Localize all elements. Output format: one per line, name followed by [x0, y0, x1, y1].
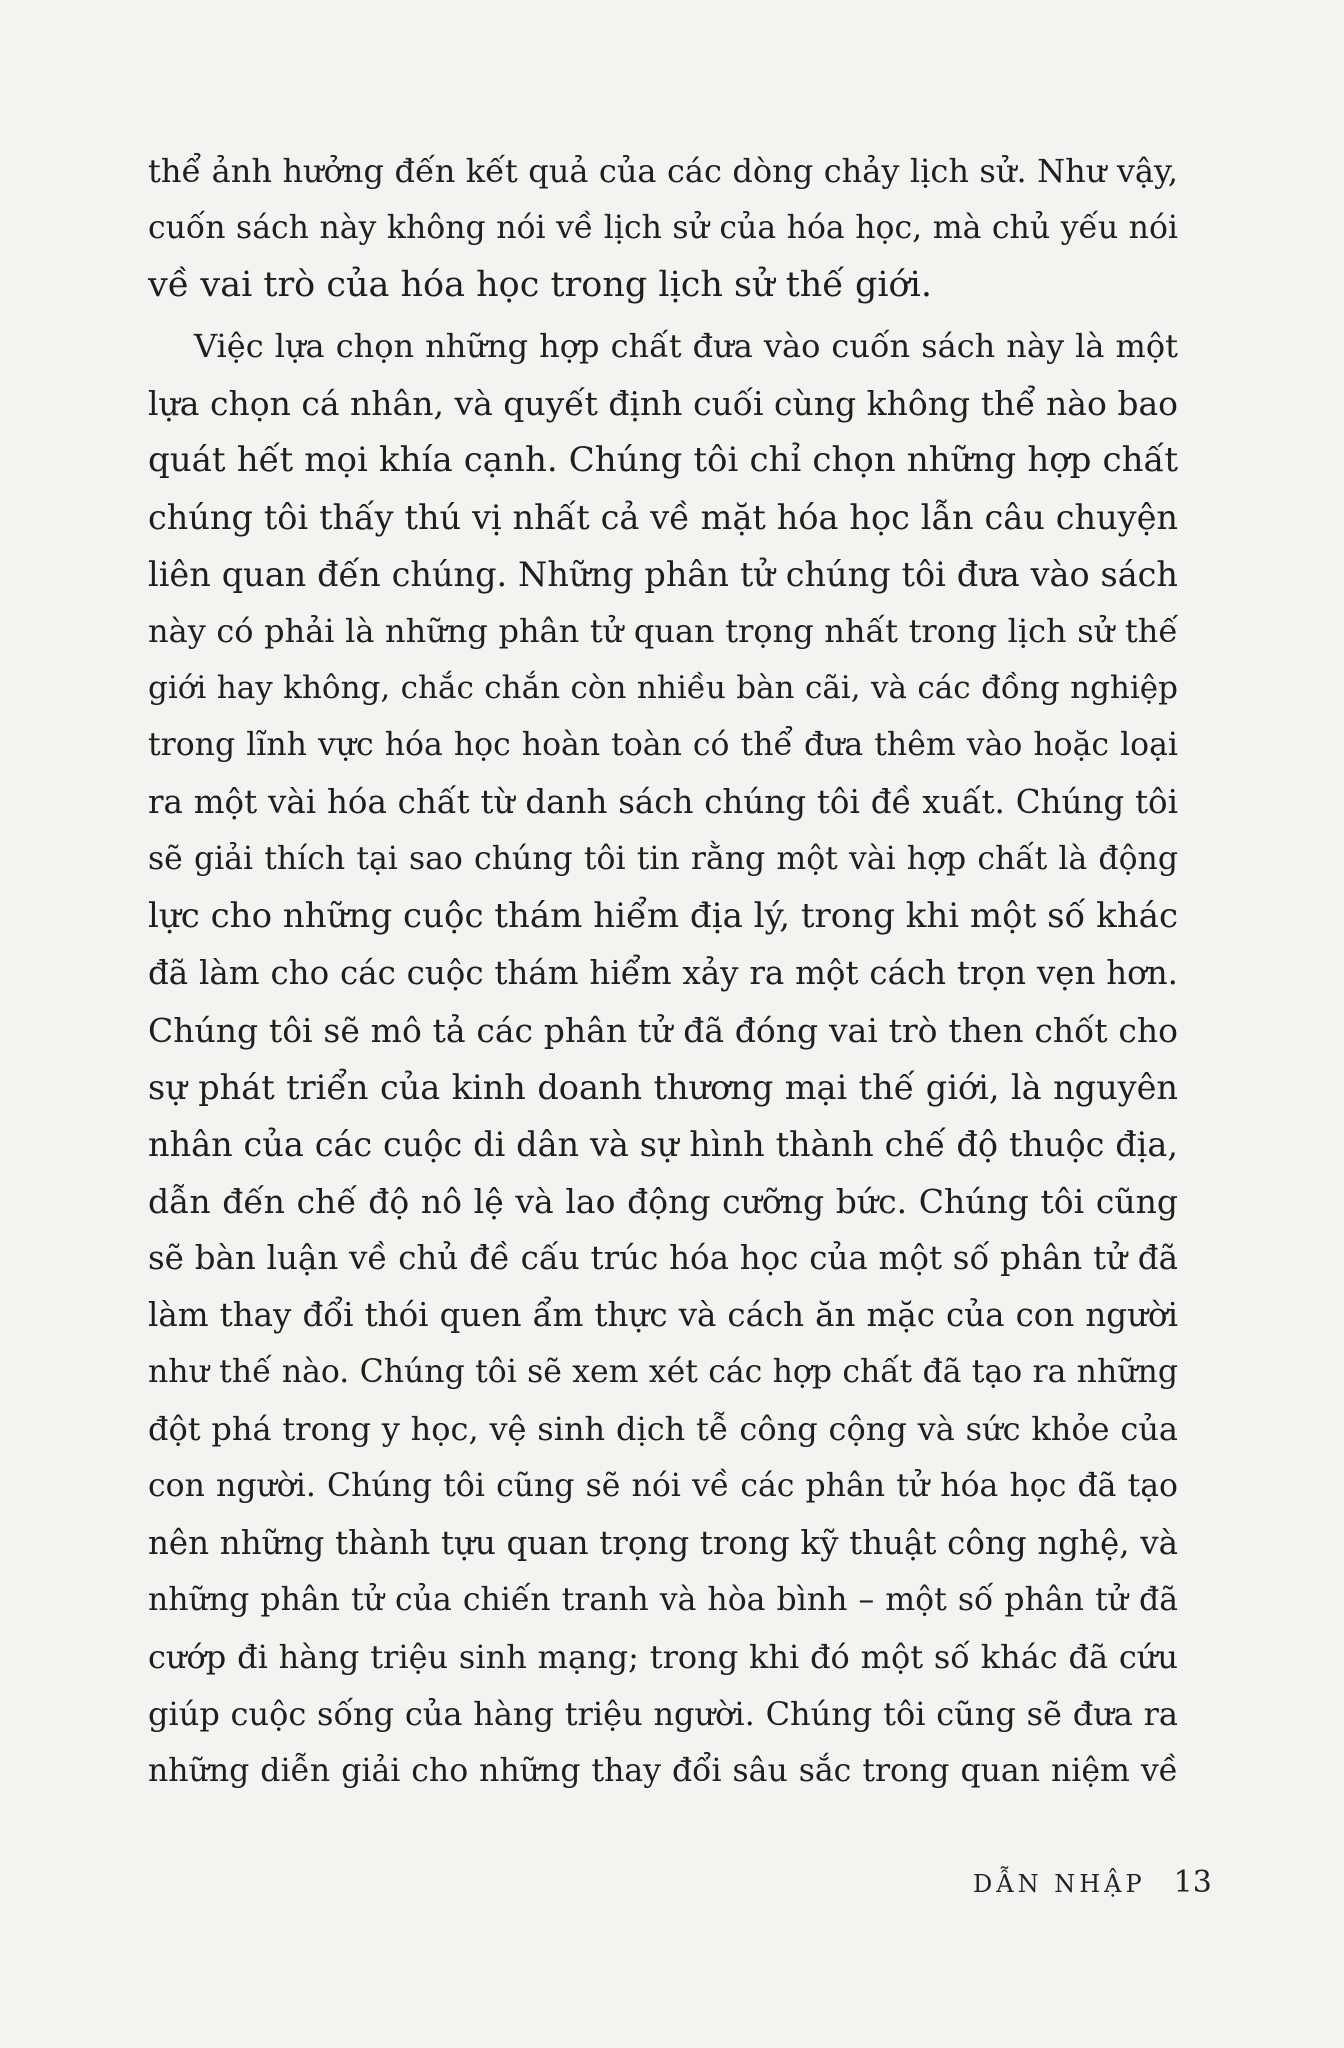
text-line: chúng tôi thấy thú vị nhất cả về mặt hóa học lẫn câu chuyện	[148, 498, 1178, 537]
text-line: nên những thành tựu quan trọng trong kỹ thuật công nghệ, và	[148, 1524, 1178, 1562]
text-line: sẽ giải thích tại sao chúng tôi tin rằng một vài hợp chất là động	[148, 841, 1178, 877]
text-line: giới hay không, chắc chắn còn nhiều bàn cãi, và các đồng nghiệp	[148, 670, 1178, 706]
text-line: thể ảnh hưởng đến kết quả của các dòng chảy lịch sử. Như vậy,	[148, 152, 1178, 190]
text-line: những phân tử của chiến tranh và hòa bình – một số phân tử đã	[148, 1582, 1178, 1618]
text-line: lực cho những cuộc thám hiểm địa lý, trong khi một số khác	[148, 896, 1178, 936]
text-line: quát hết mọi khía cạnh. Chúng tôi chỉ chọn những hợp chất	[148, 440, 1178, 480]
running-footer-section: DẪN NHẬP	[973, 1870, 1146, 1898]
text-line: ra một vài hóa chất từ danh sách chúng tôi đề xuất. Chúng tôi	[148, 783, 1178, 821]
text-line: đã làm cho các cuộc thám hiểm xảy ra một cách trọn vẹn hơn.	[148, 954, 1178, 992]
text-line: những diễn giải cho những thay đổi sâu sắc trong quan niệm về	[148, 1753, 1178, 1789]
text-line: này có phải là những phân tử quan trọng nhất trong lịch sử thế	[148, 612, 1178, 650]
text-line: con người. Chúng tôi cũng sẽ nói về các phân tử hóa học đã tạo	[148, 1468, 1178, 1504]
text-line: làm thay đổi thói quen ẩm thực và cách ăn mặc của con người	[148, 1296, 1178, 1334]
text-line: sự phát triển của kinh doanh thương mại thế giới, là nguyên	[148, 1068, 1178, 1107]
text-line: lựa chọn cá nhân, và quyết định cuối cùng không thể nào bao	[148, 384, 1178, 423]
text-line: Việc lựa chọn những hợp chất đưa vào cuốn sách này là một	[194, 327, 1178, 365]
text-line: trong lĩnh vực hóa học hoàn toàn có thể đưa thêm vào hoặc loại	[148, 727, 1178, 763]
text-line: Chúng tôi sẽ mô tả các phân tử đã đóng vai trò then chốt cho	[148, 1011, 1178, 1050]
page-footer	[973, 1865, 1212, 1900]
text-line: nhân của các cuộc di dân và sự hình thành chế độ thuộc địa,	[148, 1125, 1178, 1164]
text-line: cuốn sách này không nói về lịch sử của hóa học, mà chủ yếu nói	[148, 210, 1178, 246]
text-line: liên quan đến chúng. Những phân tử chúng tôi đưa vào sách	[148, 555, 1178, 594]
text-line: như thế nào. Chúng tôi sẽ xem xét các hợp chất đã tạo ra những	[148, 1354, 1178, 1390]
body-text	[148, 143, 1178, 1800]
text-line: đột phá trong y học, vệ sinh dịch tễ công cộng và sức khỏe của	[148, 1410, 1178, 1448]
paragraph-2	[148, 318, 1178, 1800]
paragraph-1	[148, 143, 1178, 314]
text-line: giúp cuộc sống của hàng triệu người. Chúng tôi cũng sẽ đưa ra	[148, 1695, 1178, 1733]
text-line: về vai trò của hóa học trong lịch sử thế giới.	[148, 265, 932, 305]
text-line: cướp đi hàng triệu sinh mạng; trong khi đó một số khác đã cứu	[148, 1638, 1178, 1676]
text-line: dẫn đến chế độ nô lệ và lao động cưỡng bức. Chúng tôi cũng	[148, 1182, 1178, 1221]
page-number: 13	[1173, 1865, 1212, 1900]
text-line: sẽ bàn luận về chủ đề cấu trúc hóa học của một số phân tử đã	[148, 1239, 1178, 1277]
